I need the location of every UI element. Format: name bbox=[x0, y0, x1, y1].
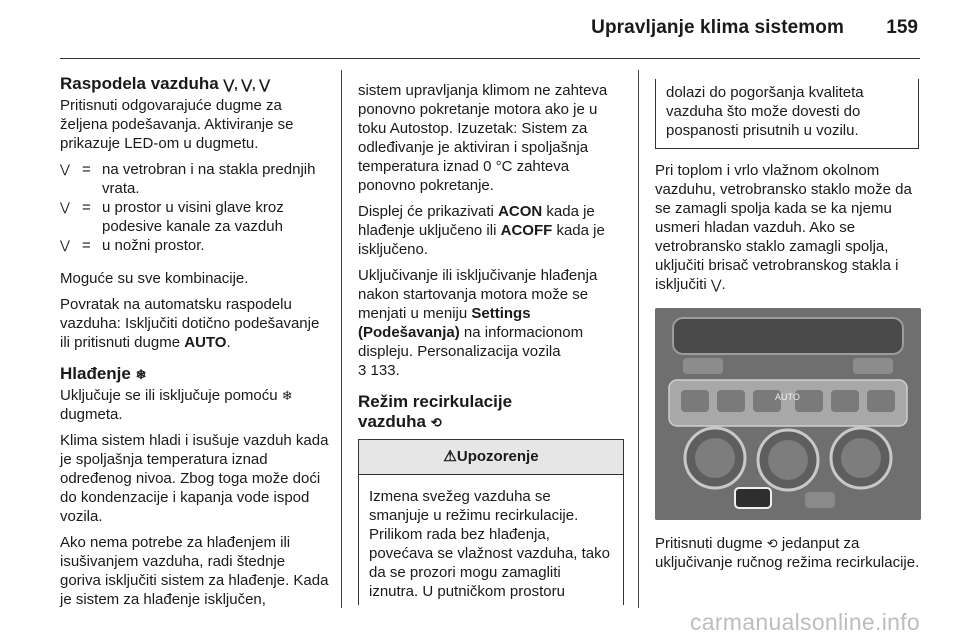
recirculation-icon: ⟲ bbox=[430, 415, 442, 430]
snowflake-icon: ❄ bbox=[281, 388, 293, 403]
paragraph: Moguće su sve kombinacije. bbox=[60, 270, 249, 287]
watermark: carmanualsonline.info bbox=[689, 609, 920, 635]
climate-panel-illustration bbox=[655, 308, 921, 520]
climate-control-panel-photo bbox=[655, 308, 921, 520]
paragraph: Pri toplom i vrlo vlažnom okolnom vazduhu, vetrobransko staklo može da se zamagli spolja kada se ka njemu usmeri hladan vazduh. Ako se vetrobransko staklo zamagli spolja, uključiti brisač vetrobranskog stakla i isključiti ⋁. bbox=[655, 162, 912, 293]
warning-header: ⚠Upozorenje bbox=[359, 440, 623, 475]
recirculation-icon: ⟲ bbox=[766, 536, 778, 551]
page-reference: 3 133. bbox=[358, 362, 400, 379]
section-heading-air-distribution: Raspodela vazduha ⋁, ⋁, ⋁ bbox=[60, 74, 270, 93]
paragraph: Klima sistem hladi i isušuje vazduh kada je spoljašnja temperatura iznad određenog nivoa. Zbog toga može doći do kondenzacije i kapanja vode ispod vozila. bbox=[60, 432, 329, 525]
settings-label: Settings (Podešavanja) bbox=[358, 305, 531, 341]
warning-icon: ⚠ bbox=[443, 448, 457, 465]
column-divider bbox=[638, 70, 639, 608]
paragraph: Pritisnuti dugme ⟲ jedanput za uključivanje ručnog režima recirkulacije. bbox=[655, 535, 920, 571]
paragraph: sistem upravljanja klimom ne zahteva ponovno pokretanje motora ako je u toku Autostop. Izuzetak: Sistem za odleđivanje je aktiviran i spoljašnja temperatura iznad 0 °C zahteva ponovno pokretanje. bbox=[358, 82, 608, 194]
warning-box-continued: dolazi do pogoršanja kvaliteta vazduha što može dovesti do pospanosti prisutnih u vozilu. bbox=[655, 79, 919, 149]
definition-row: ⋁ = na vetrobran i na stakla prednjih vrata. bbox=[60, 161, 316, 197]
paragraph: Pritisnuti odgovarajuće dugme za željena podešavanja. Aktiviranje se prikazuje LED-om u dugmetu. bbox=[60, 97, 294, 152]
column-1 bbox=[60, 74, 330, 616]
air-distribution-icons: ⋁, ⋁, ⋁ bbox=[223, 77, 270, 92]
definition-row: ⋁ = u nožni prostor. bbox=[60, 237, 205, 254]
column-2 bbox=[358, 81, 624, 605]
page-header bbox=[60, 0, 920, 59]
acon-label: ACON bbox=[498, 203, 543, 220]
auto-label: AUTO bbox=[184, 334, 227, 351]
column-3 bbox=[655, 82, 921, 579]
paragraph: Displej će prikazivati ACON kada je hlađenje uključeno ili ACOFF kada je isključeno. bbox=[358, 203, 605, 258]
paragraph: Uključuje se ili isključuje pomoću ❄ dugmeta. bbox=[60, 387, 293, 423]
page-title: Upravljanje klima sistemom bbox=[591, 17, 844, 38]
warning-box bbox=[358, 439, 624, 605]
definition-row: ⋁ = u prostor u visini glave kroz podesive kanale za vazduh bbox=[60, 199, 284, 235]
windscreen-vent-icon: ⋁ bbox=[710, 277, 722, 292]
auto-button-label: AUTO bbox=[775, 392, 800, 402]
head-vent-icon: ⋁ bbox=[60, 200, 70, 214]
snowflake-icon: ❄ bbox=[135, 367, 147, 382]
paragraph: Povratak na automatsku raspodelu vazduha: Isključiti dotično podešavanje ili pritisnuti dugme AUTO. bbox=[60, 296, 320, 351]
page-number: 159 bbox=[886, 17, 918, 38]
definition-list bbox=[60, 160, 330, 255]
paragraph: Uključivanje ili isključivanje hlađenja nakon startovanja motora može se menjati u meniju Settings (Podešavanja) na informacionom displeju. Personalizacija vozila 3 133. bbox=[358, 267, 598, 379]
footwell-vent-icon: ⋁ bbox=[60, 238, 70, 252]
paragraph: Ako nema potrebe za hlađenjem ili isušivanjem vazduha, radi štednje goriva isključiti sistem za hlađenje. Kada je sistem za hlađenje isključen, bbox=[60, 534, 329, 608]
windscreen-vent-icon: ⋁ bbox=[60, 162, 70, 176]
warning-text: Izmena svežeg vazduha se smanjuje u režimu recirkulacije. Prilikom rada bez hlađenja, povećava se vlažnost vazduha, tako da se prozori mogu zamagliti iznutra. U putničkom prostoru bbox=[369, 488, 610, 600]
section-heading-recirculation: Režim recirkulacije vazduha ⟲ bbox=[358, 392, 513, 431]
section-heading-cooling: Hlađenje ❄ bbox=[60, 364, 147, 383]
column-divider bbox=[341, 70, 342, 608]
acoff-label: ACOFF bbox=[500, 222, 553, 239]
